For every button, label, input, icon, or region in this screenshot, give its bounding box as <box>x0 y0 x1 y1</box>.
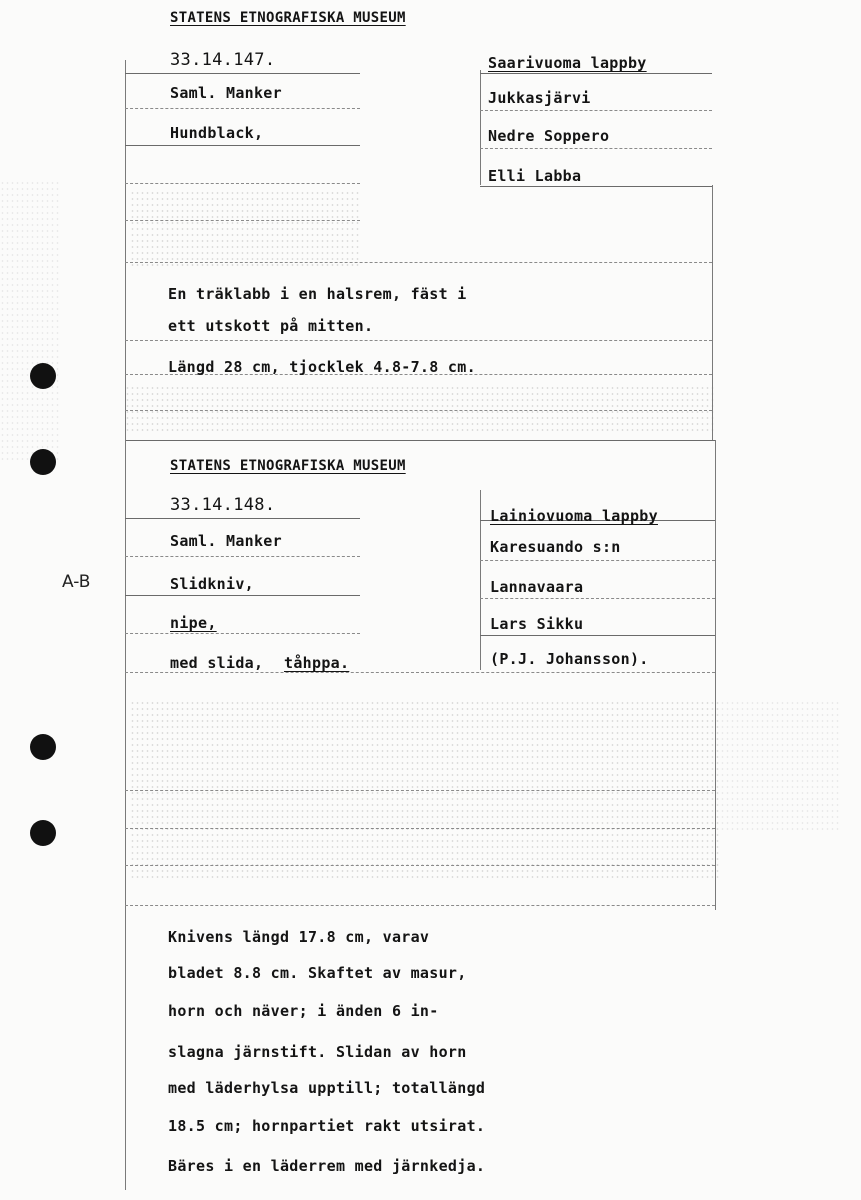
description-line: Bäres i en läderrem med järnkedja. <box>168 1157 486 1175</box>
rule <box>125 595 360 596</box>
museum-header: STATENS ETNOGRAFISKA MUSEUM <box>170 10 406 26</box>
description-line: med läderhylsa upptill; totallängd <box>168 1079 486 1097</box>
rule <box>480 73 712 74</box>
collection-name: Saml. Manker <box>170 532 282 550</box>
description-line: Knivens längd 17.8 cm, varav <box>168 928 430 946</box>
column-divider <box>480 70 481 185</box>
collector: (P.J. Johansson). <box>490 650 649 668</box>
margin-note-handwritten: A-B <box>62 572 91 592</box>
card-border-left <box>125 60 126 440</box>
card-border-right <box>715 440 716 910</box>
description-line: bladet 8.8 cm. Skaftet av masur, <box>168 964 467 982</box>
rule <box>125 183 360 184</box>
scan-noise <box>720 700 840 830</box>
description-line: slagna järnstift. Slidan av horn <box>168 1043 467 1061</box>
catalog-number: 33.14.148. <box>170 495 276 515</box>
rule <box>125 220 360 221</box>
rule <box>125 905 715 906</box>
museum-header: STATENS ETNOGRAFISKA MUSEUM <box>170 458 406 474</box>
card-border-right <box>712 185 713 440</box>
rule <box>125 672 715 673</box>
object-name: Hundblack, <box>170 124 264 142</box>
punch-hole <box>30 734 56 760</box>
place: Lannavaara <box>490 578 584 596</box>
punch-hole <box>30 449 56 475</box>
rule <box>125 340 712 341</box>
punch-hole <box>30 363 56 389</box>
description-line: 18.5 cm; hornpartiet rakt utsirat. <box>168 1117 486 1135</box>
rule <box>125 556 360 557</box>
rule <box>480 560 715 561</box>
object-name-native: nipe, <box>170 614 217 632</box>
place: Nedre Soppero <box>488 127 610 145</box>
lappby: Lainiovuoma lappby <box>490 507 658 525</box>
description-line: En träklabb i en halsrem, fäst i <box>168 285 467 303</box>
scan-noise <box>130 190 360 270</box>
description-line: horn och näver; i änden 6 in- <box>168 1002 439 1020</box>
rule <box>480 635 715 636</box>
rule <box>125 145 360 146</box>
description-line: Längd 28 cm, tjocklek 4.8-7.8 cm. <box>168 358 476 376</box>
sheath-prefix: med slida, <box>170 654 264 672</box>
collection-name: Saml. Manker <box>170 84 282 102</box>
rule <box>125 262 712 263</box>
parish: Karesuando s:n <box>490 538 621 556</box>
card-border-left <box>125 440 126 1190</box>
punch-hole <box>30 820 56 846</box>
rule <box>125 828 715 829</box>
rule <box>125 865 715 866</box>
parish: Jukkasjärvi <box>488 89 591 107</box>
object-name: Slidkniv, <box>170 575 254 593</box>
rule <box>125 790 715 791</box>
rule <box>125 518 360 519</box>
scan-noise <box>0 180 60 460</box>
rule <box>125 108 360 109</box>
sheath-native: tåhppa. <box>284 654 350 672</box>
person: Elli Labba <box>488 167 582 185</box>
rule <box>125 410 712 411</box>
column-divider <box>480 490 481 670</box>
catalog-number: 33.14.147. <box>170 50 276 70</box>
rule <box>480 148 712 149</box>
rule <box>480 598 715 599</box>
card-bottom-edge <box>125 440 715 441</box>
rule <box>125 633 360 634</box>
person: Lars Sikku <box>490 615 584 633</box>
description-line: ett utskott på mitten. <box>168 317 374 335</box>
lappby: Saarivuoma lappby <box>488 54 647 72</box>
rule <box>480 186 712 187</box>
rule <box>480 110 712 111</box>
rule <box>125 73 360 74</box>
